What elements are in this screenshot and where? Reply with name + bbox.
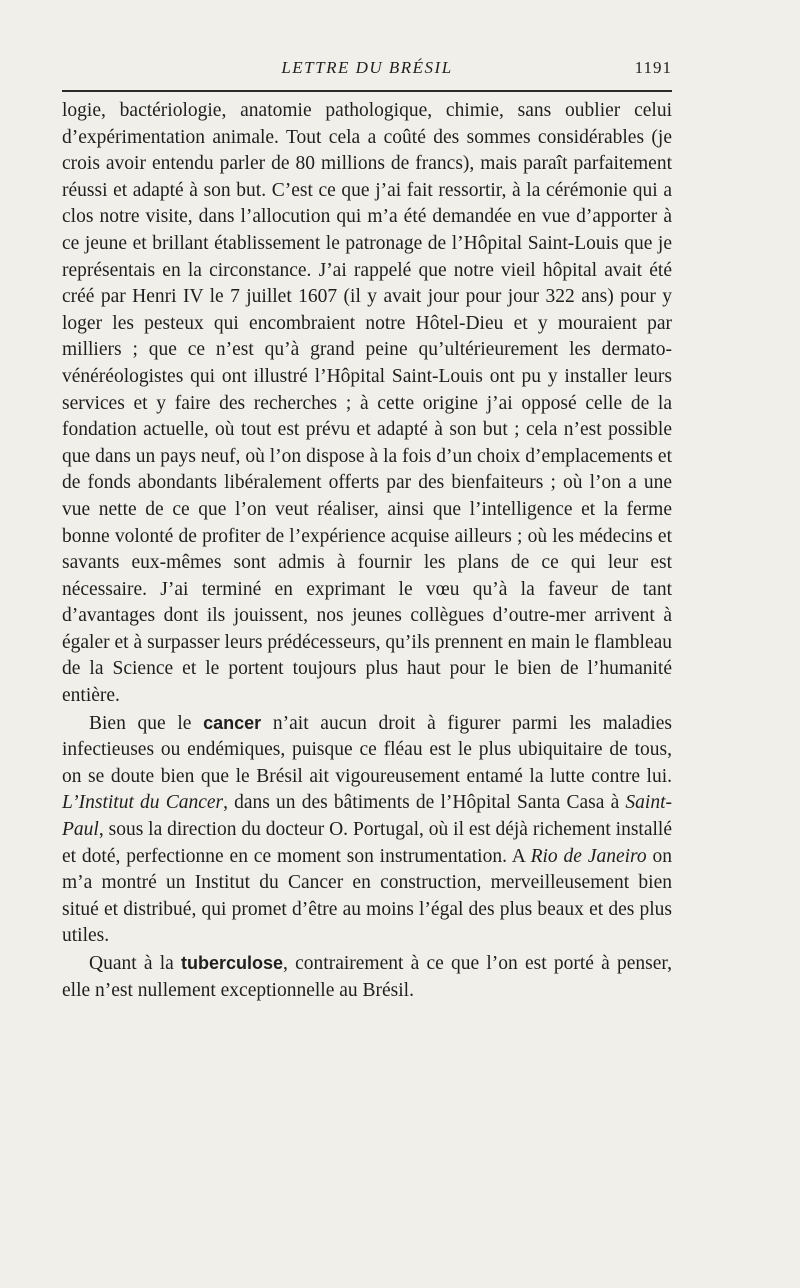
p3-bold-tuberculose: tuberculose [181, 953, 284, 973]
paragraph-2 [62, 710, 672, 950]
page-number: 1191 [634, 58, 672, 77]
page-header [62, 52, 672, 90]
p2-text-5: on m’a montré un Institut du Cancer en construction, merveilleusement bien situé et distribué, qui promet d’être au moins l’égal des plus beaux et des plus utiles. [62, 845, 672, 947]
running-title: LETTRE DU BRÉSIL [281, 58, 453, 77]
p2-text-3: , dans un des bâtiments de l’Hôpital Santa Casa à [223, 792, 626, 814]
paragraph-3 [62, 950, 672, 1004]
p2-text-1: Bien que le [89, 712, 204, 734]
p2-italic-institut: L’Institut du Cancer [62, 792, 224, 814]
paragraph-1: logie, bactériologie, anatomie pathologique, chimie, sans oublier celui d’expérimentation animale. Tout cela a coûté des sommes considérables (je crois avoir entendu parler de 80 millions de francs), mais paraît parfaitement réussi et adapté à son but. C’est ce que j’ai fait ressortir, à la cérémonie qui a clos notre visite, dans l’allocution qui m’a été demandée en vue d’apporter à ce jeune et brillant établissement le patronage de l’Hôpital Saint-Louis que je représentais en la circonstance. J’ai rappelé que notre vieil hôpital avait été créé par Henri IV le 7 juillet 1607 (il y avait jour pour jour 322 ans) pour y loger les pesteux qui encombraient notre Hôtel-Dieu et y mouraient par milliers ; que ce n’est qu’à grand peine qu’ultérieurement les dermato-vénéréologistes qui ont illustré l’Hôpital Saint-Louis ont pu y installer leurs services et y faire des recherches ; à cette origine j’ai opposé celle de la fondation actuelle, où tout est prévu et adapté à son but ; cela n’est possible que dans un pays neuf, où l’on dispose à la fois d’un choix d’emplacements et de fonds abondants libéralement offerts par des bienfaiteurs ; où l’on a une vue nette de ce que l’on veut réaliser, ainsi que l’intelligence et la ferme bonne volonté de profiter de l’expérience acquise ailleurs ; où les médecins et savants eux-mêmes sont admis à fournir les plans de ce qui leur est nécessaire. J’ai terminé en exprimant le vœu qu’à la faveur de tant d’avantages dont ils jouissent, nos jeunes collègues d’outre-mer arrivent à égaler et à surpasser leurs prédécesseurs, qu’ils prennent en main le flambleau de la Science et le portent toujours plus haut pour le bien de l’humanité entière. [62, 100, 672, 707]
p2-text-4: , sous la direction du docteur O. Portugal, où il est déjà richement installé et doté, perfectionne en ce moment son instrumentation. A [62, 819, 672, 867]
page [62, 52, 672, 1004]
p3-text-2: , contrairement à ce que l’on est porté à penser, elle n’est nullement exceptionnelle au Brésil. [62, 953, 672, 1001]
p2-bold-cancer: cancer [203, 712, 262, 733]
body-text [62, 98, 672, 1004]
p2-text-2: n’ait aucun droit à figurer parmi les maladies infectieuses ou endémiques, puisque ce fléau est le plus ubiquitaire de tous, on se doute bien que le Brésil ait vigoureusement entamé la lutte contre lui. [62, 712, 672, 787]
p2-italic-rio: Rio de Janeiro [530, 845, 647, 867]
header-rule [62, 90, 672, 92]
p3-text-1: Quant à la [89, 953, 182, 974]
p2-italic-saint-paul: Saint-Paul [62, 792, 672, 841]
